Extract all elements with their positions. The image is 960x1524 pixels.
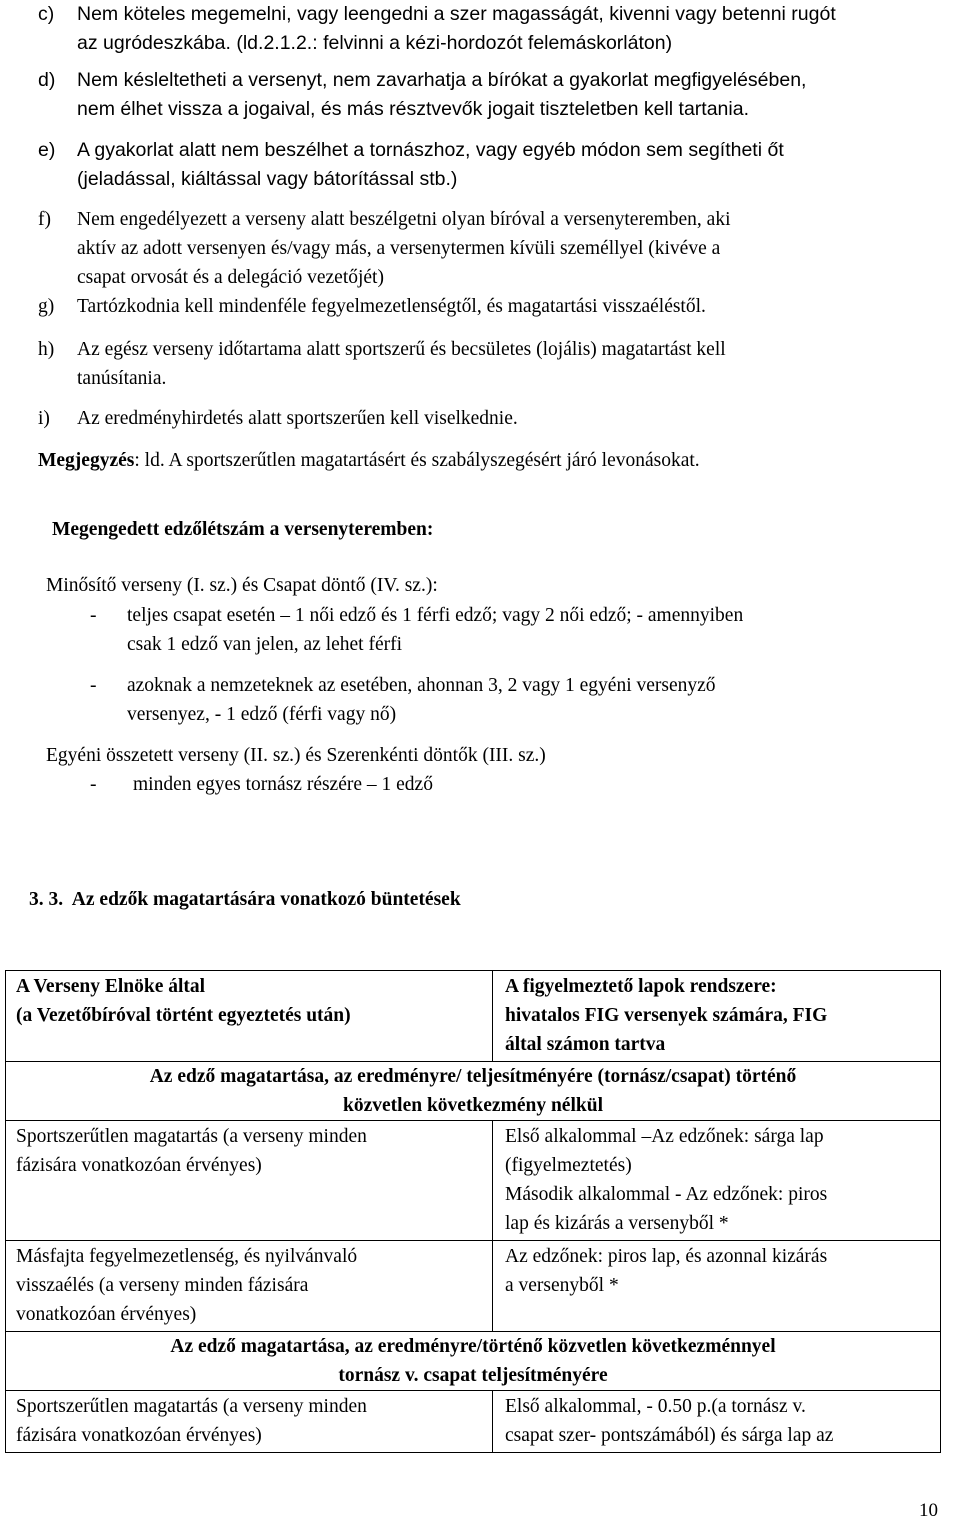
cell-line: fázisára vonatkozóan érvényes)	[16, 1155, 262, 1176]
penalties-table	[5, 970, 941, 1453]
cell-line: hivatalos FIG versenyek számára, FIG	[505, 1005, 828, 1026]
page-number: 10	[919, 1500, 938, 1521]
cell-line: fázisára vonatkozóan érvényes)	[16, 1425, 262, 1446]
cell-line: tornász v. csapat teljesítményére	[338, 1365, 608, 1386]
cell-line: A figyelmeztető lapok rendszere:	[505, 976, 777, 997]
table-row	[6, 1121, 941, 1241]
table-span-cell	[6, 1062, 941, 1121]
item-label: i)	[38, 408, 50, 429]
table-cell	[493, 971, 941, 1062]
item-line: nem élhet vissza a jogaival, és más résztvevők jogait tiszteletben kell tartania.	[77, 98, 749, 120]
cell-line: által számon tartva	[505, 1034, 666, 1055]
cell-line: Az edző magatartása, az eredményre/történő közvetlen következménnyel	[170, 1336, 776, 1357]
bullet-line: azoknak a nemzeteknek az esetében, ahonnan 3, 2 vagy 1 egyéni versenyző	[127, 675, 716, 696]
item-line: Az eredményhirdetés alatt sportszerűen kell viselkednie.	[77, 408, 518, 429]
list-item-e	[38, 136, 918, 194]
list-item-h	[38, 335, 918, 393]
bullet-dash: -	[90, 675, 97, 696]
cell-line: vonatkozóan érvényes)	[16, 1304, 197, 1325]
cell-line: lap és kizárás a versenyből *	[505, 1213, 729, 1234]
item-line: A gyakorlat alatt nem beszélhet a tornászhoz, vagy egyéb módon sem segítheti őt	[77, 139, 784, 161]
list-item-d	[38, 66, 918, 124]
item-line: Nem köteles megemelni, vagy leengedni a szer magasságát, kivenni vagy betenni rugót	[77, 3, 836, 25]
cell-line: (a Vezetőbíróval történt egyeztetés után)	[16, 1005, 351, 1026]
item-line: Nem engedélyezett a verseny alatt beszélgetni olyan bíróval a versenyteremben, aki	[77, 209, 731, 230]
table-cell	[493, 1391, 941, 1453]
bullet-dash: -	[90, 605, 97, 626]
bullet-dash: -	[90, 774, 97, 795]
item-label: d)	[38, 69, 56, 91]
section-heading: 3. 3. Az edzők magatartására vonatkozó büntetések	[29, 889, 461, 910]
table-cell	[6, 1121, 493, 1241]
table-row	[6, 1391, 941, 1453]
bullet-text	[127, 601, 927, 659]
item-line: az ugródeszkába. (ld.2.1.2.: felvinni a kézi-hordozót felemáskorláton)	[77, 32, 673, 54]
item-line: Tartózkodnia kell mindenféle fegyelmezetlenségtől, és magatartási visszaéléstől.	[77, 296, 706, 317]
cell-line: Sportszerűtlen magatartás (a verseny minden	[16, 1126, 367, 1147]
cell-line: közvetlen következmény nélkül	[343, 1095, 603, 1116]
bullet-text: minden egyes tornász részére – 1 edző	[133, 774, 433, 795]
item-label: h)	[38, 339, 55, 360]
table-row	[6, 1241, 941, 1332]
cell-line: Első alkalommal, - 0.50 p.(a tornász v.	[505, 1396, 806, 1417]
table-span-cell	[6, 1332, 941, 1391]
item-line: csapat orvosát és a delegáció vezetőjét)	[77, 267, 384, 288]
individual-title: Egyéni összetett verseny (II. sz.) és Szerenkénti döntők (III. sz.)	[46, 745, 546, 766]
table-row	[6, 1332, 941, 1391]
list-item-i	[38, 404, 918, 433]
table-cell	[6, 1391, 493, 1453]
cell-line: visszaélés (a verseny minden fázisára	[16, 1275, 309, 1296]
table-cell	[493, 1121, 941, 1241]
bullet-line: csak 1 edző van jelen, az lehet férfi	[127, 634, 403, 655]
item-line: Az egész verseny időtartama alatt sportszerű és becsületes (lojális) magatartást kell	[77, 339, 726, 360]
list-item-f	[38, 205, 918, 292]
item-line: (jeladással, kiáltással vagy bátorítással stb.)	[77, 168, 458, 190]
item-label: g)	[38, 296, 55, 317]
cell-line: Második alkalommal - Az edzőnek: piros	[505, 1184, 828, 1205]
table-cell	[6, 971, 493, 1062]
cell-line: Másfajta fegyelmezetlenség, és nyilvánvaló	[16, 1246, 358, 1267]
table-cell	[493, 1241, 941, 1332]
bullet-line: versenyez, - 1 edző (férfi vagy nő)	[127, 704, 397, 725]
note	[38, 446, 700, 475]
list-item-g	[38, 292, 918, 321]
table-row	[6, 1062, 941, 1121]
note-label: Megjegyzés	[38, 450, 135, 471]
item-line: Nem késleltetheti a versenyt, nem zavarhatja a bírókat a gyakorlat megfigyelésében,	[77, 69, 807, 91]
cell-line: csapat szer- pontszámából) és sárga lap az	[505, 1425, 834, 1446]
item-label: f)	[38, 209, 51, 230]
item-line: tanúsítania.	[77, 368, 167, 389]
table-row	[6, 971, 941, 1062]
cell-line: Első alkalommal –Az edzőnek: sárga lap	[505, 1126, 824, 1147]
bullet-text	[127, 671, 927, 729]
cell-line: a versenyből *	[505, 1275, 619, 1296]
cell-line: A Verseny Elnöke által	[16, 976, 206, 997]
cell-line: (figyelmeztetés)	[505, 1155, 632, 1176]
cell-line: Sportszerűtlen magatartás (a verseny minden	[16, 1396, 367, 1417]
qualifier-title: Minősítő verseny (I. sz.) és Csapat döntő (IV. sz.):	[46, 575, 438, 596]
list-item-c	[38, 0, 918, 58]
table-cell	[6, 1241, 493, 1332]
coach-count-heading: Megengedett edzőlétszám a versenyteremben:	[52, 519, 434, 540]
cell-line: Az edző magatartása, az eredményre/ teljesítményére (tornász/csapat) történő	[149, 1066, 797, 1087]
item-line: aktív az adott versenyen és/vagy más, a versenytermen kívüli személlyel (kivéve a	[77, 238, 721, 259]
note-text: : ld. A sportszerűtlen magatartásért és szabályszegésért járó levonásokat.	[134, 450, 700, 471]
item-label: c)	[38, 3, 55, 25]
bullet-line: teljes csapat esetén – 1 női edző és 1 férfi edző; vagy 2 női edző; - amennyiben	[127, 605, 744, 626]
cell-line: Az edzőnek: piros lap, és azonnal kizárás	[505, 1246, 828, 1267]
item-label: e)	[38, 139, 56, 161]
